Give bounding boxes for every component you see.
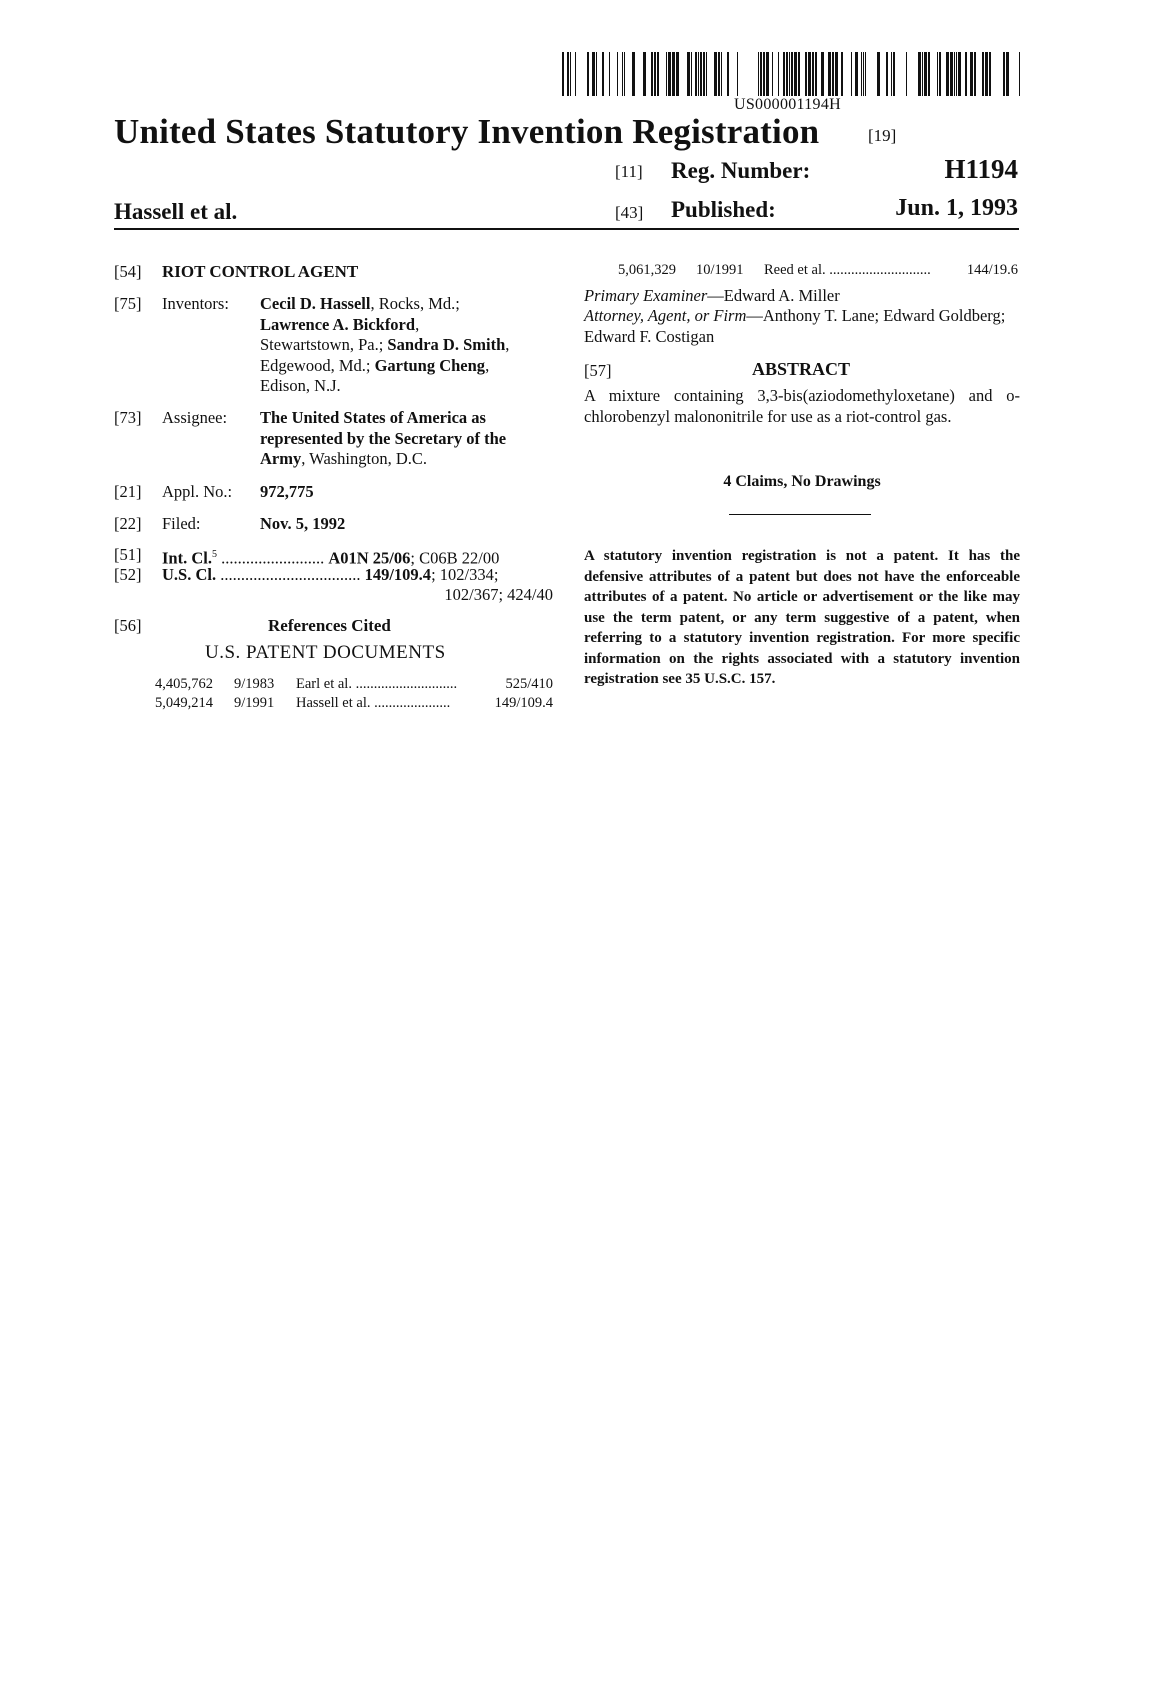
reference-date: 9/1991 bbox=[234, 695, 275, 711]
int-class: Int. Cl.$^5$ ......................... A01N 25/06; C06B 22/00 bbox=[162, 548, 500, 568]
reg-number-value: H1194 bbox=[944, 154, 1018, 184]
abstract-text: A mixture containing 3,3-bis(aziodomethyloxetane) and o-chlorobenzyl malononitrile for use as a riot-control gas. bbox=[584, 386, 1020, 426]
attorney: Attorney, Agent, or Firm—Anthony T. Lane; Edward Goldberg; Edward F. Costigan bbox=[584, 306, 1006, 346]
uscl-code: [52] bbox=[114, 565, 142, 584]
reference-date: 9/1983 bbox=[234, 676, 275, 692]
inventor-line: Lawrence A. Bickford, bbox=[260, 314, 420, 334]
us-class-continued: 102/367; 424/40 bbox=[444, 585, 553, 604]
reference-class: 525/410 bbox=[505, 676, 553, 692]
appl-code: [21] bbox=[114, 482, 142, 501]
reference-name: Hassell et al. ..................... bbox=[296, 695, 451, 711]
inventor-short: Hassell et al. bbox=[114, 199, 238, 224]
abstract-code: [57] bbox=[584, 361, 612, 380]
us-class: U.S. Cl. .................................. 149/109.4; 102/334; bbox=[162, 565, 499, 584]
pub-code: [43] bbox=[615, 203, 644, 222]
reg-code: [11] bbox=[615, 162, 643, 181]
invention-title: RIOT CONTROL AGENT bbox=[162, 262, 359, 281]
reference-class: 149/109.4 bbox=[494, 695, 553, 711]
reference-number: 5,061,329 bbox=[618, 262, 676, 278]
abstract-heading: ABSTRACT bbox=[752, 359, 851, 379]
section-divider bbox=[729, 514, 871, 515]
assignee-label: Assignee: bbox=[162, 408, 228, 427]
barcode-image bbox=[562, 52, 1022, 96]
inventor-line: Edgewood, Md.; Gartung Cheng, bbox=[260, 355, 490, 375]
filed-value: Nov. 5, 1992 bbox=[260, 514, 346, 533]
reference-number: 5,049,214 bbox=[155, 695, 213, 711]
intcl-code: [51] bbox=[114, 545, 142, 564]
sir-notice: A statutory invention registration is not a patent. It has the defensive attributes of a patent but does not have the enforceable attributes of a patent. No article or advertisement or the like may use the term patent, or any term suggestive of a patent, when referring to a statutory invention registration. For more specific information on the rights associated with a statutory invention registration see 35 U.S.C. 157. bbox=[584, 548, 1020, 687]
reg-number-label: Reg. Number: bbox=[671, 158, 811, 183]
title-code: [19] bbox=[868, 126, 897, 145]
appl-label: Appl. No.: bbox=[162, 482, 233, 501]
reference-number: 4,405,762 bbox=[155, 676, 213, 692]
appl-value: 972,775 bbox=[260, 482, 314, 501]
inventor-line: Cecil D. Hassell, Rocks, Md.; bbox=[260, 294, 460, 313]
document-title: United States Statutory Invention Registration bbox=[114, 112, 820, 151]
published-label: Published: bbox=[671, 197, 776, 222]
assignee-value: The United States of America as represented by the Secretary of the Army, Washington, D.C. bbox=[260, 408, 507, 468]
reference-name: Reed et al. ............................ bbox=[764, 262, 931, 278]
reference-name: Earl et al. ............................ bbox=[296, 676, 458, 692]
published-value: Jun. 1, 1993 bbox=[895, 195, 1018, 221]
inventors-label: Inventors: bbox=[162, 294, 229, 313]
reference-class: 144/19.6 bbox=[966, 262, 1018, 278]
barcode-number: US000001194H bbox=[734, 96, 842, 113]
primary-examiner: Primary Examiner—Edward A. Miller bbox=[584, 286, 840, 305]
filed-label: Filed: bbox=[162, 514, 201, 533]
references-heading: References Cited bbox=[268, 616, 391, 635]
refs-code: [56] bbox=[114, 616, 142, 635]
claims-summary: 4 Claims, No Drawings bbox=[723, 473, 881, 490]
reference-date: 10/1991 bbox=[696, 262, 744, 278]
header-divider bbox=[114, 228, 1019, 230]
filed-code: [22] bbox=[114, 514, 142, 533]
inventor-line: Stewartstown, Pa.; Sandra D. Smith, bbox=[260, 335, 510, 354]
title-field-code: [54] bbox=[114, 262, 142, 281]
references-subheading: U.S. PATENT DOCUMENTS bbox=[205, 642, 446, 663]
inventors-code: [75] bbox=[114, 294, 142, 313]
inventors-list bbox=[260, 294, 560, 397]
assignee-code: [73] bbox=[114, 408, 142, 427]
inventor-line: Edison, N.J. bbox=[260, 376, 341, 395]
